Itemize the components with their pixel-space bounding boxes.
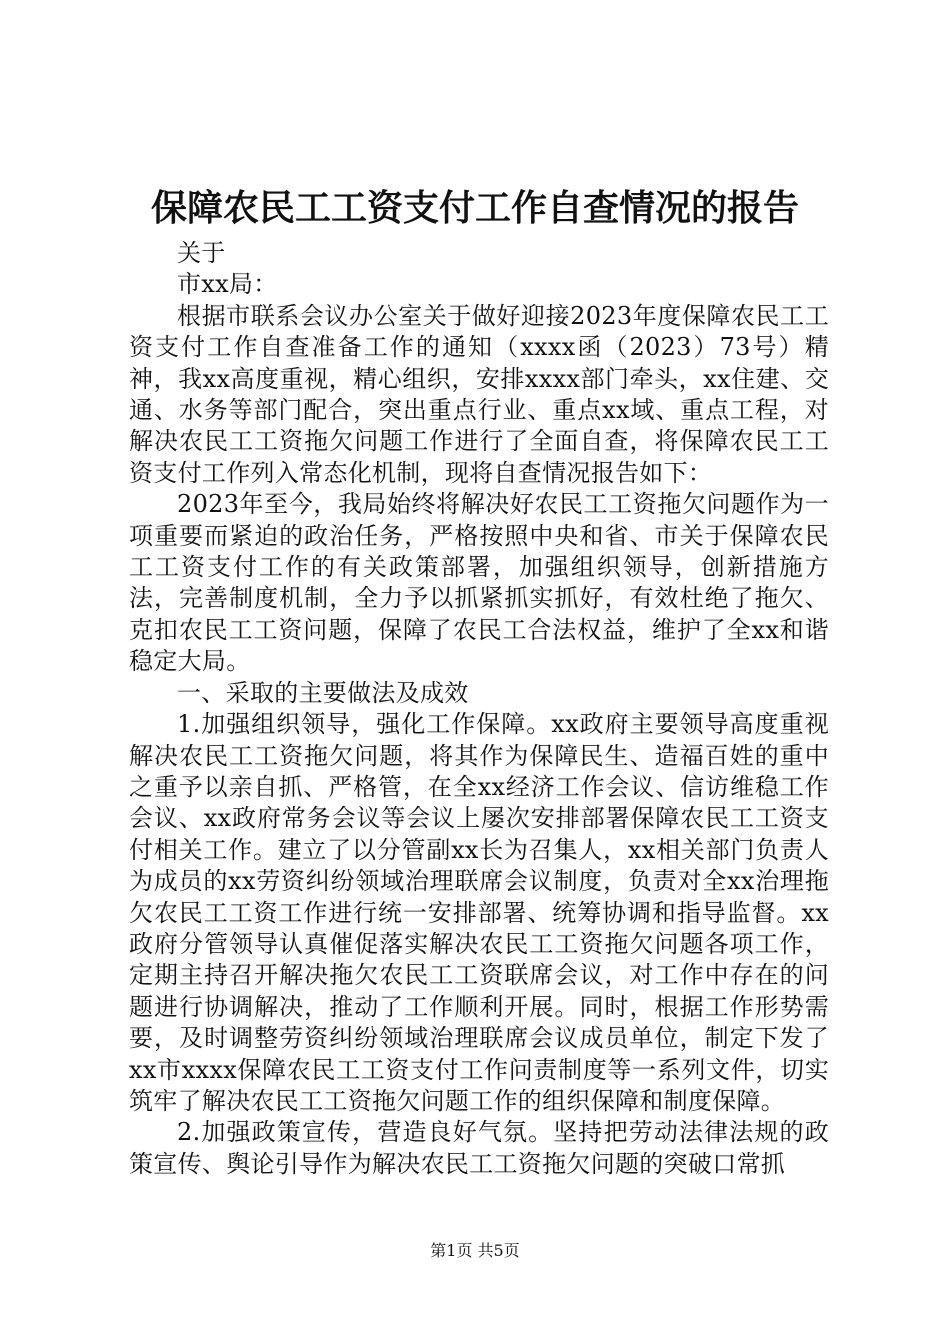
section-heading-1: 一、采取的主要做法及成效 [177, 678, 469, 707]
paragraph-about: 关于 [177, 239, 226, 267]
paragraph-item-1: 1.加强组织领导，强化工作保障。xx政府主要领导高度重视解决农民工工资拖欠问题，将其作为保障民生、造福百姓的重中之重予以亲自抓、严格管，在全xx经济工作会议、信访维稳工作会议、xx政府常务会议等会议上屡次安排部署保障农民工工资支付相关工作。建立了以分管副xx长为召集人，xx相关部门负责人为成员的xx劳资纠纷领域治理联席会议制度，负责对全xx治理拖欠农民工工资工作进行统一安排部署、统筹协调和指导监督。xx政府分管领导认真催促落实解决农民工工资拖欠问题各项工作，定期主持召开解决拖欠农民工工资联席会议，对工作中存在的问题进行协调解决，推动了工作顺利开展。同时，根据工作形势需要，及时调整劳资纠纷领域治理联席会议成员单位，制定下发了xx市xxxx保障农民工工资支付工作问责制度等一系列文件，切实筑牢了解决农民工工资拖欠问题工作的组织保障和制度保障。 [129, 710, 829, 1115]
paragraph-intro: 根据市联系会议办公室关于做好迎接2023年度保障农民工工资支付工作自查准备工作的通知（xxxx函（2023）73号）精神，我xx高度重视，精心组织，安排xxxx部门牵头，xx住建、交通、水务等部门配合，突出重点行业、重点xx域、重点工程，对解决农民工工资拖欠问题工作进行了全面自查，将保障农民工工资支付工作列入常态化机制，现将自查情况报告如下： [129, 301, 829, 487]
paragraph-overview: 2023年至今，我局始终将解决好农民工工资拖欠问题作为一项重要而紧迫的政治任务，严格按照中央和省、市关于保障农民工工资支付工作的有关政策部署，加强组织领导，创新措施方法，完善制度机制，全力予以抓紧抓实抓好，有效杜绝了拖欠、克扣农民工工资问题，保障了农民工合法权益，维护了全xx和谐稳定大局。 [129, 490, 829, 676]
paragraph-item-2: 2.加强政策宣传，营造良好气氛。坚持把劳动法律法规的政策宣传、舆论引导作为解决农民工工资拖欠问题的突破口常抓 [129, 1118, 829, 1178]
document-body [129, 238, 829, 1180]
document-title: 保障农民工工资支付工作自查情况的报告 [150, 187, 799, 229]
paragraph-recipient: 市xx局： [177, 270, 278, 299]
page-footer: 第1页 共5页 [430, 1241, 520, 1260]
